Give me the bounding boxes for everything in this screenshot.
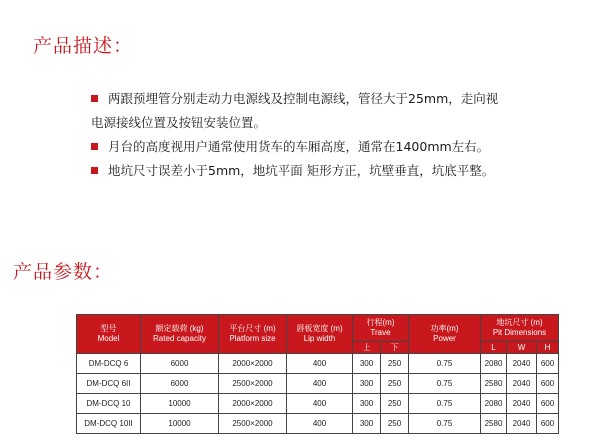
square-bullet-icon xyxy=(91,143,98,150)
header-platform: 平台尺寸 (m) Platform size xyxy=(219,315,287,354)
header-travel-up: 上 xyxy=(353,342,381,354)
cell-model: DM-DCQ 10II xyxy=(77,414,141,434)
header-pit-l: L xyxy=(481,342,507,354)
cell-travel-down: 250 xyxy=(381,394,409,414)
cell-lip: 400 xyxy=(287,374,353,394)
table-header-row xyxy=(77,315,559,342)
cell-travel-up: 300 xyxy=(353,354,381,374)
cell-pit-h: 600 xyxy=(537,394,559,414)
description-item xyxy=(91,159,591,183)
cell-pit-h: 600 xyxy=(537,414,559,434)
description-item xyxy=(91,87,591,135)
cell-travel-down: 250 xyxy=(381,374,409,394)
cell-power: 0.75 xyxy=(409,394,481,414)
cell-model: DM-DCQ 6 xyxy=(77,354,141,374)
cell-platform: 2500×2000 xyxy=(219,414,287,434)
cell-power: 0.75 xyxy=(409,414,481,434)
square-bullet-icon xyxy=(91,95,98,102)
cell-pit-h: 600 xyxy=(537,354,559,374)
cell-pit-l: 2580 xyxy=(481,414,507,434)
cell-pit-l: 2080 xyxy=(481,394,507,414)
cell-capacity: 10000 xyxy=(141,394,219,414)
description-list xyxy=(91,87,591,183)
cell-model: DM-DCQ 6II xyxy=(77,374,141,394)
cell-power: 0.75 xyxy=(409,354,481,374)
cell-travel-down: 250 xyxy=(381,414,409,434)
params-title: 产品参数： xyxy=(13,261,114,283)
cell-pit-w: 2040 xyxy=(507,394,537,414)
header-model: 型号 Model xyxy=(77,315,141,354)
description-item-text: 月台的高度视用户通常使用货车的车厢高度，通常在1400mm左右。 xyxy=(108,139,490,154)
cell-travel-up: 300 xyxy=(353,394,381,414)
header-power: 功率(m) Power xyxy=(409,315,481,354)
description-item-continuation: 电源接线位置及按钮安装位置。 xyxy=(91,115,267,130)
cell-pit-l: 2580 xyxy=(481,374,507,394)
cell-capacity: 6000 xyxy=(141,374,219,394)
cell-travel-down: 250 xyxy=(381,354,409,374)
table-row xyxy=(77,374,559,394)
table-row xyxy=(77,354,559,374)
cell-capacity: 6000 xyxy=(141,354,219,374)
description-item-text: 地坑尺寸误差小于5mm，地坑平面 矩形方正，坑壁垂直，坑底平整。 xyxy=(108,163,495,178)
description-title: 产品描述： xyxy=(33,35,134,57)
cell-pit-w: 2040 xyxy=(507,414,537,434)
cell-lip: 400 xyxy=(287,394,353,414)
header-pit: 地坑尺寸 (m) Pit Dimensions xyxy=(481,315,559,342)
cell-model: DM-DCQ 10 xyxy=(77,394,141,414)
description-item xyxy=(91,135,591,159)
cell-pit-l: 2080 xyxy=(481,354,507,374)
cell-travel-up: 300 xyxy=(353,374,381,394)
cell-platform: 2000×2000 xyxy=(219,394,287,414)
description-item-text: 两跟预埋管分别走动力电源线及控制电源线，管径大于25mm，走向视 xyxy=(108,91,499,106)
cell-travel-up: 300 xyxy=(353,414,381,434)
header-capacity: 额定载荷 (kg) Rated capacity xyxy=(141,315,219,354)
header-travel-down: 下 xyxy=(381,342,409,354)
cell-pit-h: 600 xyxy=(537,374,559,394)
params-table xyxy=(76,314,559,434)
cell-pit-w: 2040 xyxy=(507,374,537,394)
header-lip: 唇板宽度 (m) Lip width xyxy=(287,315,353,354)
header-pit-w: W xyxy=(507,342,537,354)
cell-power: 0.75 xyxy=(409,374,481,394)
cell-platform: 2500×2000 xyxy=(219,374,287,394)
cell-pit-w: 2040 xyxy=(507,354,537,374)
header-travel: 行程(m) Trave xyxy=(353,315,409,342)
table-row xyxy=(77,394,559,414)
cell-capacity: 10000 xyxy=(141,414,219,434)
cell-platform: 2000×2000 xyxy=(219,354,287,374)
header-pit-h: H xyxy=(537,342,559,354)
square-bullet-icon xyxy=(91,167,98,174)
cell-lip: 400 xyxy=(287,414,353,434)
table-row xyxy=(77,414,559,434)
cell-lip: 400 xyxy=(287,354,353,374)
